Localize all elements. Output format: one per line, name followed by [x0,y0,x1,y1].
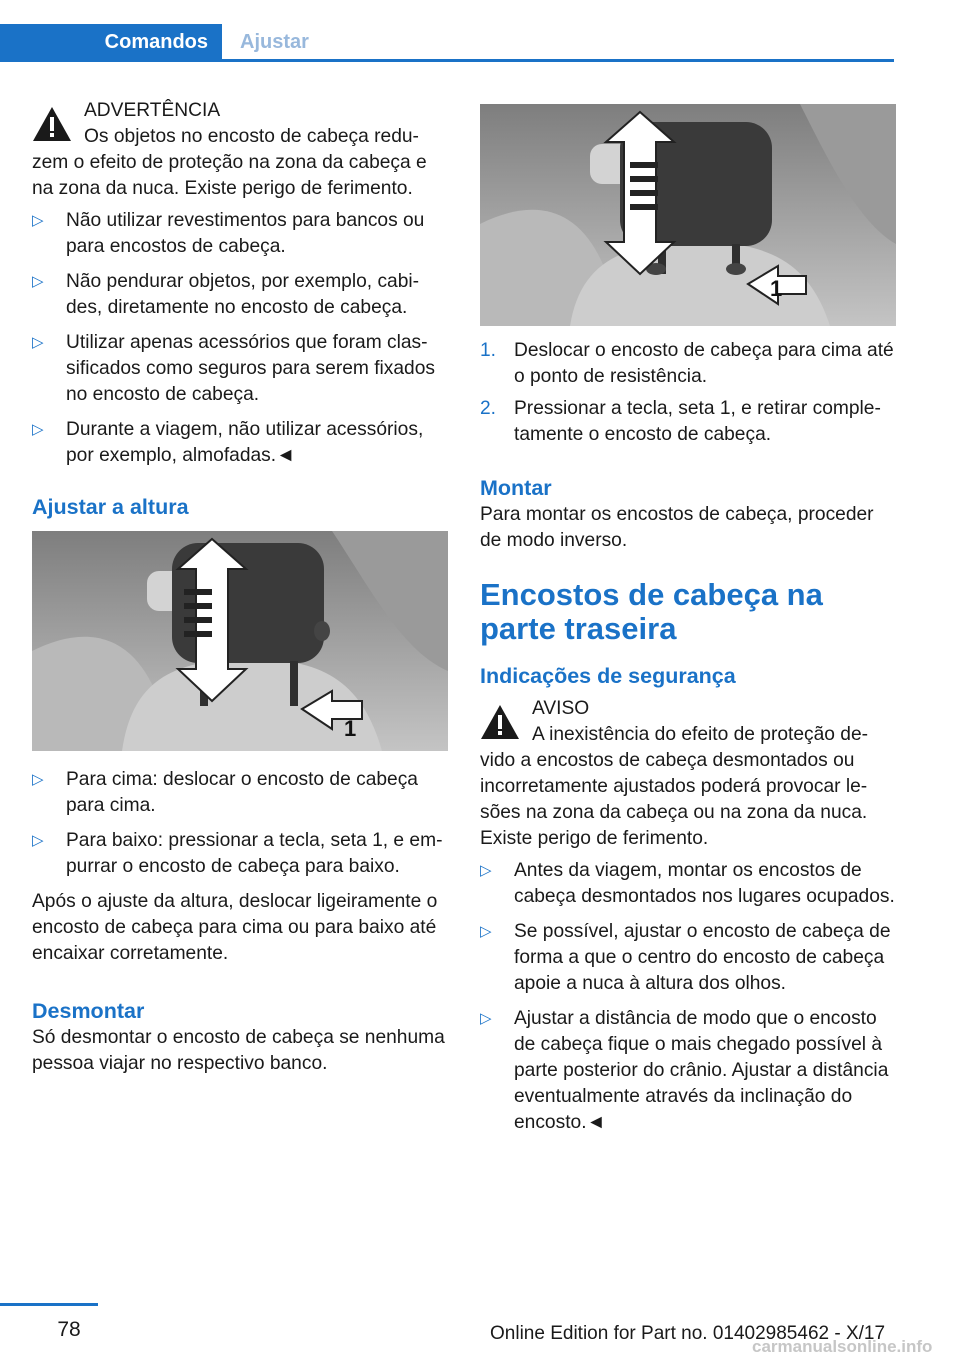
warning-title: ADVERTÊNCIA [84,100,221,121]
section-heading: Encostos de cabeça na parte traseira [480,577,823,646]
page-number: 78 [57,1318,81,1341]
list-item: ▷ Não pendurar objetos, por exemplo, cabides, diretamente no encosto de cabeça. [32,271,420,318]
headrest-height-image [32,531,448,751]
tab-comandos[interactable]: Comandos [0,24,222,60]
notice-title: AVISO [532,698,590,719]
tab-ajustar[interactable]: Ajustar [240,30,309,53]
notice-text: A inexistência do efeito de proteção devido a encostos de cabeça desmontados ou incorretamente ajustados poderá provocar lesões na zona da cabeça ou na zona da nuca. Existe perigo de ferimento. [480,724,869,849]
safety-heading: Indicações de segurança [480,664,736,688]
triangle-right-icon: ▷ [32,334,44,351]
list-item: ▷ Ajustar a distância de modo que o encosto de cabeça fique o mais chegado possível à parte posterior do crânio. Ajustar a distância eventualmente através da inclinação do encosto.◄ [480,1008,889,1133]
list-item: ▷ Não utilizar revestimentos para bancos ou para encostos de cabeça. [32,210,425,257]
height-heading: Ajustar a altura [32,495,189,519]
warning-triangle-icon [32,106,72,142]
warning-text: Os objetos no encosto de cabeça reduzem o efeito de proteção na zona da cabeça e na zona da nuca. Existe perigo de ferimento. [32,126,427,199]
headrest-remove-image [480,104,896,326]
left-column [32,98,448,521]
notice-block [480,696,896,852]
warning-bullet-list [32,208,448,469]
list-item: ▷ Antes da viagem, montar os encostos de cabeça desmontados nos lugares ocupados. [480,860,895,907]
edition-text: Online Edition for Part no. 01402985462 - X/17 [490,1323,886,1344]
triangle-right-icon: ▷ [480,923,492,940]
triangle-right-icon: ▷ [480,1010,492,1027]
right-column [480,338,896,1145]
height-after-text: Após o ajuste da altura, deslocar ligeiramente o encosto de cabeça para cima ou para baixo até encaixar corretamente. [32,891,438,964]
left-column-lower [32,763,448,1077]
height-bullet-list [32,767,448,880]
list-item: ▷ Para baixo: pressionar a tecla, seta 1, e empurrar o encosto de cabeça para baixo. [32,830,443,877]
remove-text: Só desmontar o encosto de cabeça se nenhuma pessoa viajar no respectivo banco. [32,1027,445,1074]
triangle-right-icon: ▷ [32,832,44,849]
triangle-right-icon: ▷ [480,862,492,879]
mount-heading: Montar [480,476,552,500]
arrow-label: 1 [770,276,783,301]
list-item: ▷ Se possível, ajustar o encosto de cabeça de forma a que o centro do encosto de cabeça apoie a nuca à altura dos olhos. [480,921,891,994]
warning-block [32,98,448,202]
mount-text: Para montar os encostos de cabeça, proceder de modo inverso. [480,504,874,551]
list-item: ▷ Durante a viagem, não utilizar acessórios, por exemplo, almofadas.◄ [32,419,424,466]
triangle-right-icon: ▷ [32,212,44,229]
arrow-label: 1 [344,716,357,741]
warning-triangle-icon [480,704,520,740]
list-item: ▷ Utilizar apenas acessórios que foram classificados como seguros para serem fixados no encosto de cabeça. [32,332,435,405]
page-number-line [0,1303,98,1306]
header-divider [0,59,894,62]
watermark: carmanualsonline.info [752,1337,933,1356]
remove-heading: Desmontar [32,999,145,1023]
triangle-right-icon: ▷ [32,273,44,290]
remove-steps-list [480,338,896,448]
triangle-right-icon: ▷ [32,771,44,788]
list-item: 2. Pressionar a tecla, seta 1, e retirar completamente o encosto de cabeça. [480,398,881,445]
list-item: 1. Deslocar o encosto de cabeça para cima até o ponto de resistência. [480,340,894,387]
header-bar [0,0,960,62]
list-item: ▷ Para cima: deslocar o encosto de cabeça para cima. [32,769,418,816]
notice-bullet-list [480,858,896,1136]
triangle-right-icon: ▷ [32,421,44,438]
